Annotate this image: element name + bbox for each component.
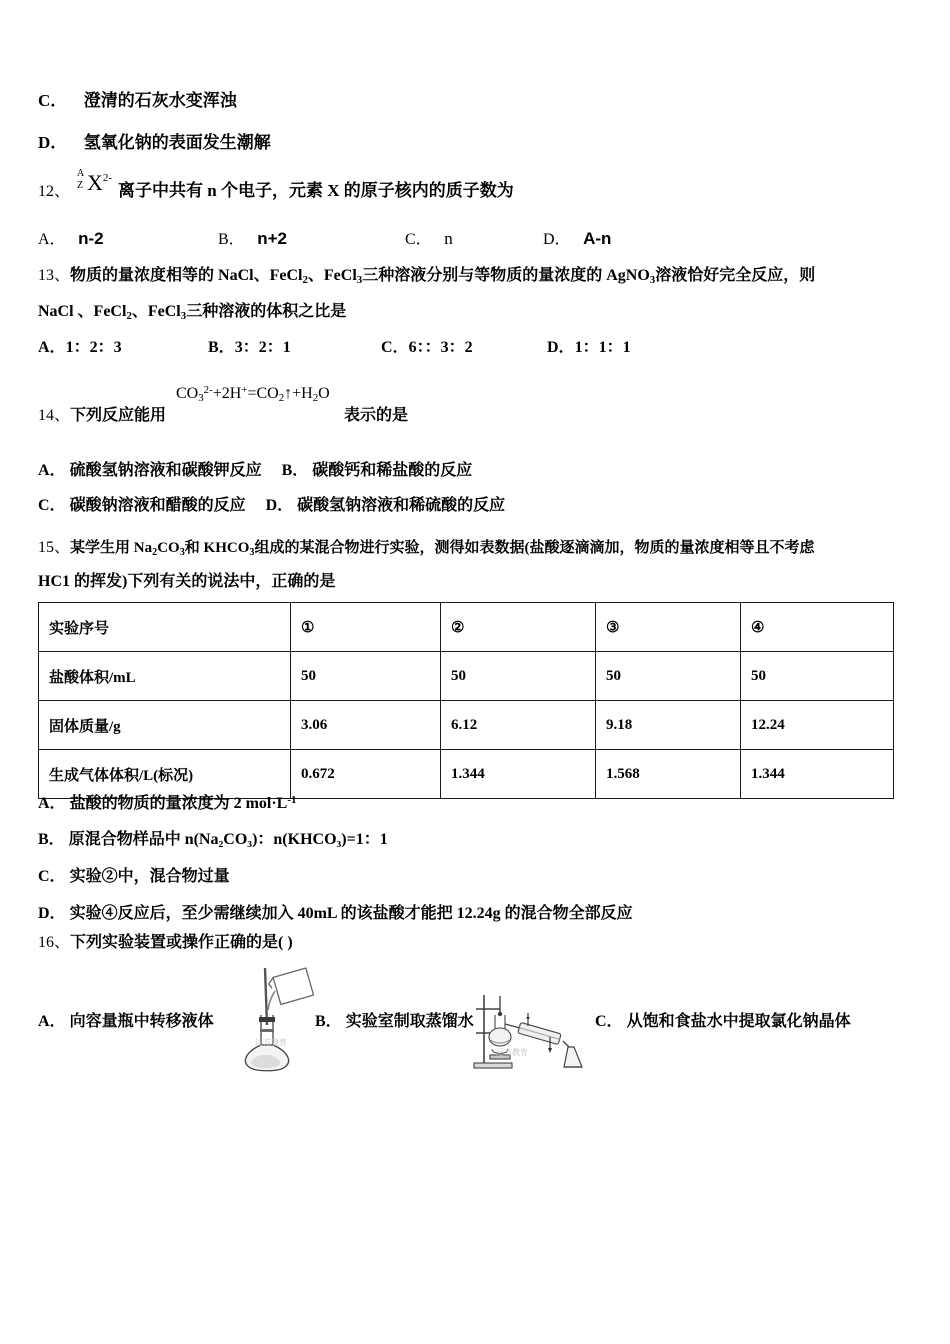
q15-option-b-label: B． xyxy=(38,831,65,848)
q13-stem-line2-part2: 、FeCl xyxy=(131,303,181,320)
figure-b-watermark: 远方教育 xyxy=(496,1048,528,1057)
q13-stem-part4: 溶液恰好完全反应，则 xyxy=(655,267,816,284)
q13-sub-fecl3-b: 3 xyxy=(180,310,187,323)
q11-option-c-label: C． xyxy=(38,91,68,110)
q14-option-d-label: D． xyxy=(265,497,294,514)
table-cell-gas-1: 0.672 xyxy=(291,750,441,799)
q12-option-c xyxy=(405,230,453,248)
isotope-mass-number: A xyxy=(77,168,85,180)
q13-number: 13、 xyxy=(38,267,71,284)
eq-gas-arrow-icon: ↑ xyxy=(284,384,293,402)
q16-option-c-label: C． xyxy=(595,1013,623,1030)
q13-sub-fecl2-b: 2 xyxy=(126,310,132,323)
q13-option-d-label: D． xyxy=(547,339,575,356)
table-cell-gas-3: 1.568 xyxy=(596,750,741,799)
q15-option-d xyxy=(38,906,633,922)
q13-sub-fecl3-a: 3 xyxy=(356,274,363,287)
q15-sub-khco3: 3 xyxy=(249,546,255,558)
q14-option-c-label: C． xyxy=(38,497,66,514)
distillation-apparatus-figure xyxy=(470,993,585,1075)
eq-plus-2h: +2H xyxy=(212,384,242,402)
q16-option-c xyxy=(595,1014,851,1030)
q13-option-b-label: B． xyxy=(208,339,235,356)
table-row-header-volume: 盐酸体积/mL xyxy=(39,652,291,701)
q13-sub-fecl2-a: 2 xyxy=(302,274,308,287)
volumetric-flask-transfer-figure xyxy=(243,963,317,1075)
isotope-symbol: X xyxy=(87,170,103,195)
table-cell-mass-4: 12.24 xyxy=(741,701,894,750)
q14-stem-before: 下列反应能用 xyxy=(70,407,167,424)
q14-options-line2 xyxy=(38,498,505,514)
q16-option-a-text: 向容量瓶中转移液体 xyxy=(69,1013,214,1030)
q14-stem-after: 表示的是 xyxy=(344,407,409,424)
q13-option-a-label: A． xyxy=(38,339,66,356)
q15-option-d-text: 实验④反应后，至少需继续加入 40mL 的该盐酸才能把 12.24g 的混合物全部反应 xyxy=(69,905,633,922)
q12-option-b-text: n+2 xyxy=(257,229,287,248)
q13-stem-part2: 、FeCl xyxy=(307,267,357,284)
q12-option-d xyxy=(543,230,611,248)
table-cell-volume-3: 50 xyxy=(596,652,741,701)
q14-option-c-text: 碳酸钠溶液和醋酸的反应 xyxy=(69,497,246,514)
q13-stem-part1: 物质的量浓度相等的 NaCl、FeCl xyxy=(70,267,303,284)
eq-o: O xyxy=(318,384,330,402)
q13-option-a xyxy=(38,340,122,356)
q13-option-b xyxy=(208,340,291,356)
q12-option-a xyxy=(38,230,104,248)
q16-stem-text: 下列实验装置或操作正确的是( ) xyxy=(70,934,293,951)
q15-sub-na2: 2 xyxy=(152,546,158,558)
q15-number: 15、 xyxy=(38,539,71,556)
q15-option-a-label: A． xyxy=(38,794,66,812)
q13-option-c-text: 6：：3：2 xyxy=(408,339,473,356)
q11-option-c-text: 澄清的石灰水变浑浊 xyxy=(83,91,237,110)
eq-equals-co2: =CO xyxy=(247,384,279,402)
q12-stem: 离子中共有 n 个电子，元素 X 的原子核内的质子数为 xyxy=(118,181,514,200)
q15-option-c-text: 实验②中，混合物过量 xyxy=(69,868,230,885)
isotope-atomic-number: Z xyxy=(77,180,84,192)
q16-option-b xyxy=(315,1014,474,1030)
table-header-row xyxy=(39,603,894,652)
q11-option-d xyxy=(38,134,271,151)
eq-co3: CO xyxy=(176,384,199,402)
q13-option-d xyxy=(547,340,631,356)
table-cell-volume-2: 50 xyxy=(441,652,596,701)
q15-stem-part1: 某学生用 Na xyxy=(70,540,153,556)
q16-option-c-text: 从饱和食盐水中提取氯化钠晶体 xyxy=(626,1013,851,1030)
table-row xyxy=(39,652,894,701)
table-col-header-4: ④ xyxy=(741,603,894,652)
eq-sub-3: 3 xyxy=(198,391,204,404)
table-row-header-gas: 生成气体体积/L(标况) xyxy=(39,750,291,799)
q16-option-a-label: A． xyxy=(38,1013,66,1030)
q13-option-d-text: 1：1：1 xyxy=(574,339,631,356)
q12-option-a-text: n-2 xyxy=(78,229,104,248)
q11-option-d-label: D． xyxy=(38,133,68,152)
table-col-header-2: ② xyxy=(441,603,596,652)
q14-option-a-label: A． xyxy=(38,462,66,479)
q14-ionic-equation xyxy=(176,384,330,404)
q15-option-c xyxy=(38,869,230,885)
q12-number-label xyxy=(38,182,70,200)
q14-options-line1 xyxy=(38,463,472,479)
q12-option-d-label: D． xyxy=(543,231,571,248)
q11-option-d-text: 氢氧化钠的表面发生潮解 xyxy=(83,133,271,152)
table-cell-mass-3: 9.18 xyxy=(596,701,741,750)
table-col-header-0: 实验序号 xyxy=(39,603,291,652)
q14-option-d-text: 碳酸氢钠溶液和稀硫酸的反应 xyxy=(297,497,506,514)
experiment-data-table xyxy=(38,602,894,799)
q12-number: 12、 xyxy=(38,183,71,200)
table-col-header-1: ① xyxy=(291,603,441,652)
q15-stem-line1 xyxy=(38,540,814,558)
q16-option-a xyxy=(38,1014,214,1030)
q15-sub-co3: 3 xyxy=(179,546,185,558)
q12-option-d-text: A-n xyxy=(583,229,612,248)
q16-stem xyxy=(38,935,293,951)
table-row-header-mass: 固体质量/g xyxy=(39,701,291,750)
q12-option-c-text: n xyxy=(444,229,453,248)
q13-option-b-text: 3：2：1 xyxy=(234,339,291,356)
table-cell-gas-4: 1.344 xyxy=(741,750,894,799)
q15-option-b xyxy=(38,832,388,848)
q14-option-a-text: 硫酸氢钠溶液和碳酸钾反应 xyxy=(69,462,262,479)
q14-stem xyxy=(38,408,166,424)
q15-option-a xyxy=(38,795,296,812)
table-cell-mass-1: 3.06 xyxy=(291,701,441,750)
q15-stem-part2: CO xyxy=(157,540,180,556)
q12-option-b-label: B． xyxy=(218,231,245,248)
table-row xyxy=(39,701,894,750)
table-col-header-3: ③ xyxy=(596,603,741,652)
isotope-charge: 2- xyxy=(102,172,113,184)
q15-stem-line2: HC1 的挥发)下列有关的说法中，正确的是 xyxy=(38,573,336,590)
q15-stem-part3: 和 KHCO xyxy=(184,540,250,556)
q15-option-a-text: 盐酸的物质的量浓度为 2 mol·L xyxy=(69,794,288,812)
q12-option-a-label: A． xyxy=(38,231,66,248)
eq-charge-2minus: 2- xyxy=(203,384,213,396)
q16-number: 16、 xyxy=(38,934,71,951)
eq-charge-plus: + xyxy=(241,384,248,396)
eq-sub-2: 2 xyxy=(278,391,285,404)
q13-option-c-label: C． xyxy=(381,339,409,356)
q13-option-a-text: 1：2：3 xyxy=(65,339,122,356)
q14-option-b-text: 碳酸钙和稀盐酸的反应 xyxy=(312,462,473,479)
table-cell-mass-2: 6.12 xyxy=(441,701,596,750)
q12-option-b xyxy=(218,230,287,248)
q12-isotope-notation xyxy=(76,168,113,196)
q11-option-c xyxy=(38,92,237,109)
q15-stem-part4: 组成的某混合物进行实验，测得如表数据(盐酸逐滴滴加，物质的量浓度相等且不考虑 xyxy=(254,540,815,556)
q15-option-a-sup: -1 xyxy=(287,794,297,806)
q13-stem-line1 xyxy=(38,268,815,286)
q14-number: 14、 xyxy=(38,407,71,424)
q13-stem-part3: 三种溶液分别与等物质的量浓度的 AgNO xyxy=(362,267,650,284)
q16-option-b-label: B． xyxy=(315,1013,342,1030)
figure-a-watermark: 远方教育 xyxy=(255,1038,287,1047)
q13-stem-line2-part1: NaCl 、FeCl xyxy=(38,303,127,320)
table-cell-volume-1: 50 xyxy=(291,652,441,701)
q13-option-c xyxy=(381,340,473,356)
table-cell-volume-4: 50 xyxy=(741,652,894,701)
q13-stem-line2 xyxy=(38,304,346,322)
q15-option-d-label: D． xyxy=(38,905,66,922)
q12-option-c-label: C． xyxy=(405,231,432,248)
q15-option-c-label: C． xyxy=(38,868,66,885)
q16-option-b-text: 实验室制取蒸馏水 xyxy=(345,1013,474,1030)
q13-stem-line2-part3: 三种溶液的体积之比是 xyxy=(186,303,347,320)
eq-sub-h2: 2 xyxy=(312,391,319,404)
q15-option-b-text: 原混合物样品中 n(Na₂CO₃)：n(KHCO₃)=1：1 xyxy=(68,831,388,848)
q14-option-b-label: B． xyxy=(281,462,309,479)
table-row xyxy=(39,750,894,799)
table-cell-gas-2: 1.344 xyxy=(441,750,596,799)
q13-sub-agno3: 3 xyxy=(649,274,656,287)
eq-plus-h: +H xyxy=(292,384,313,402)
